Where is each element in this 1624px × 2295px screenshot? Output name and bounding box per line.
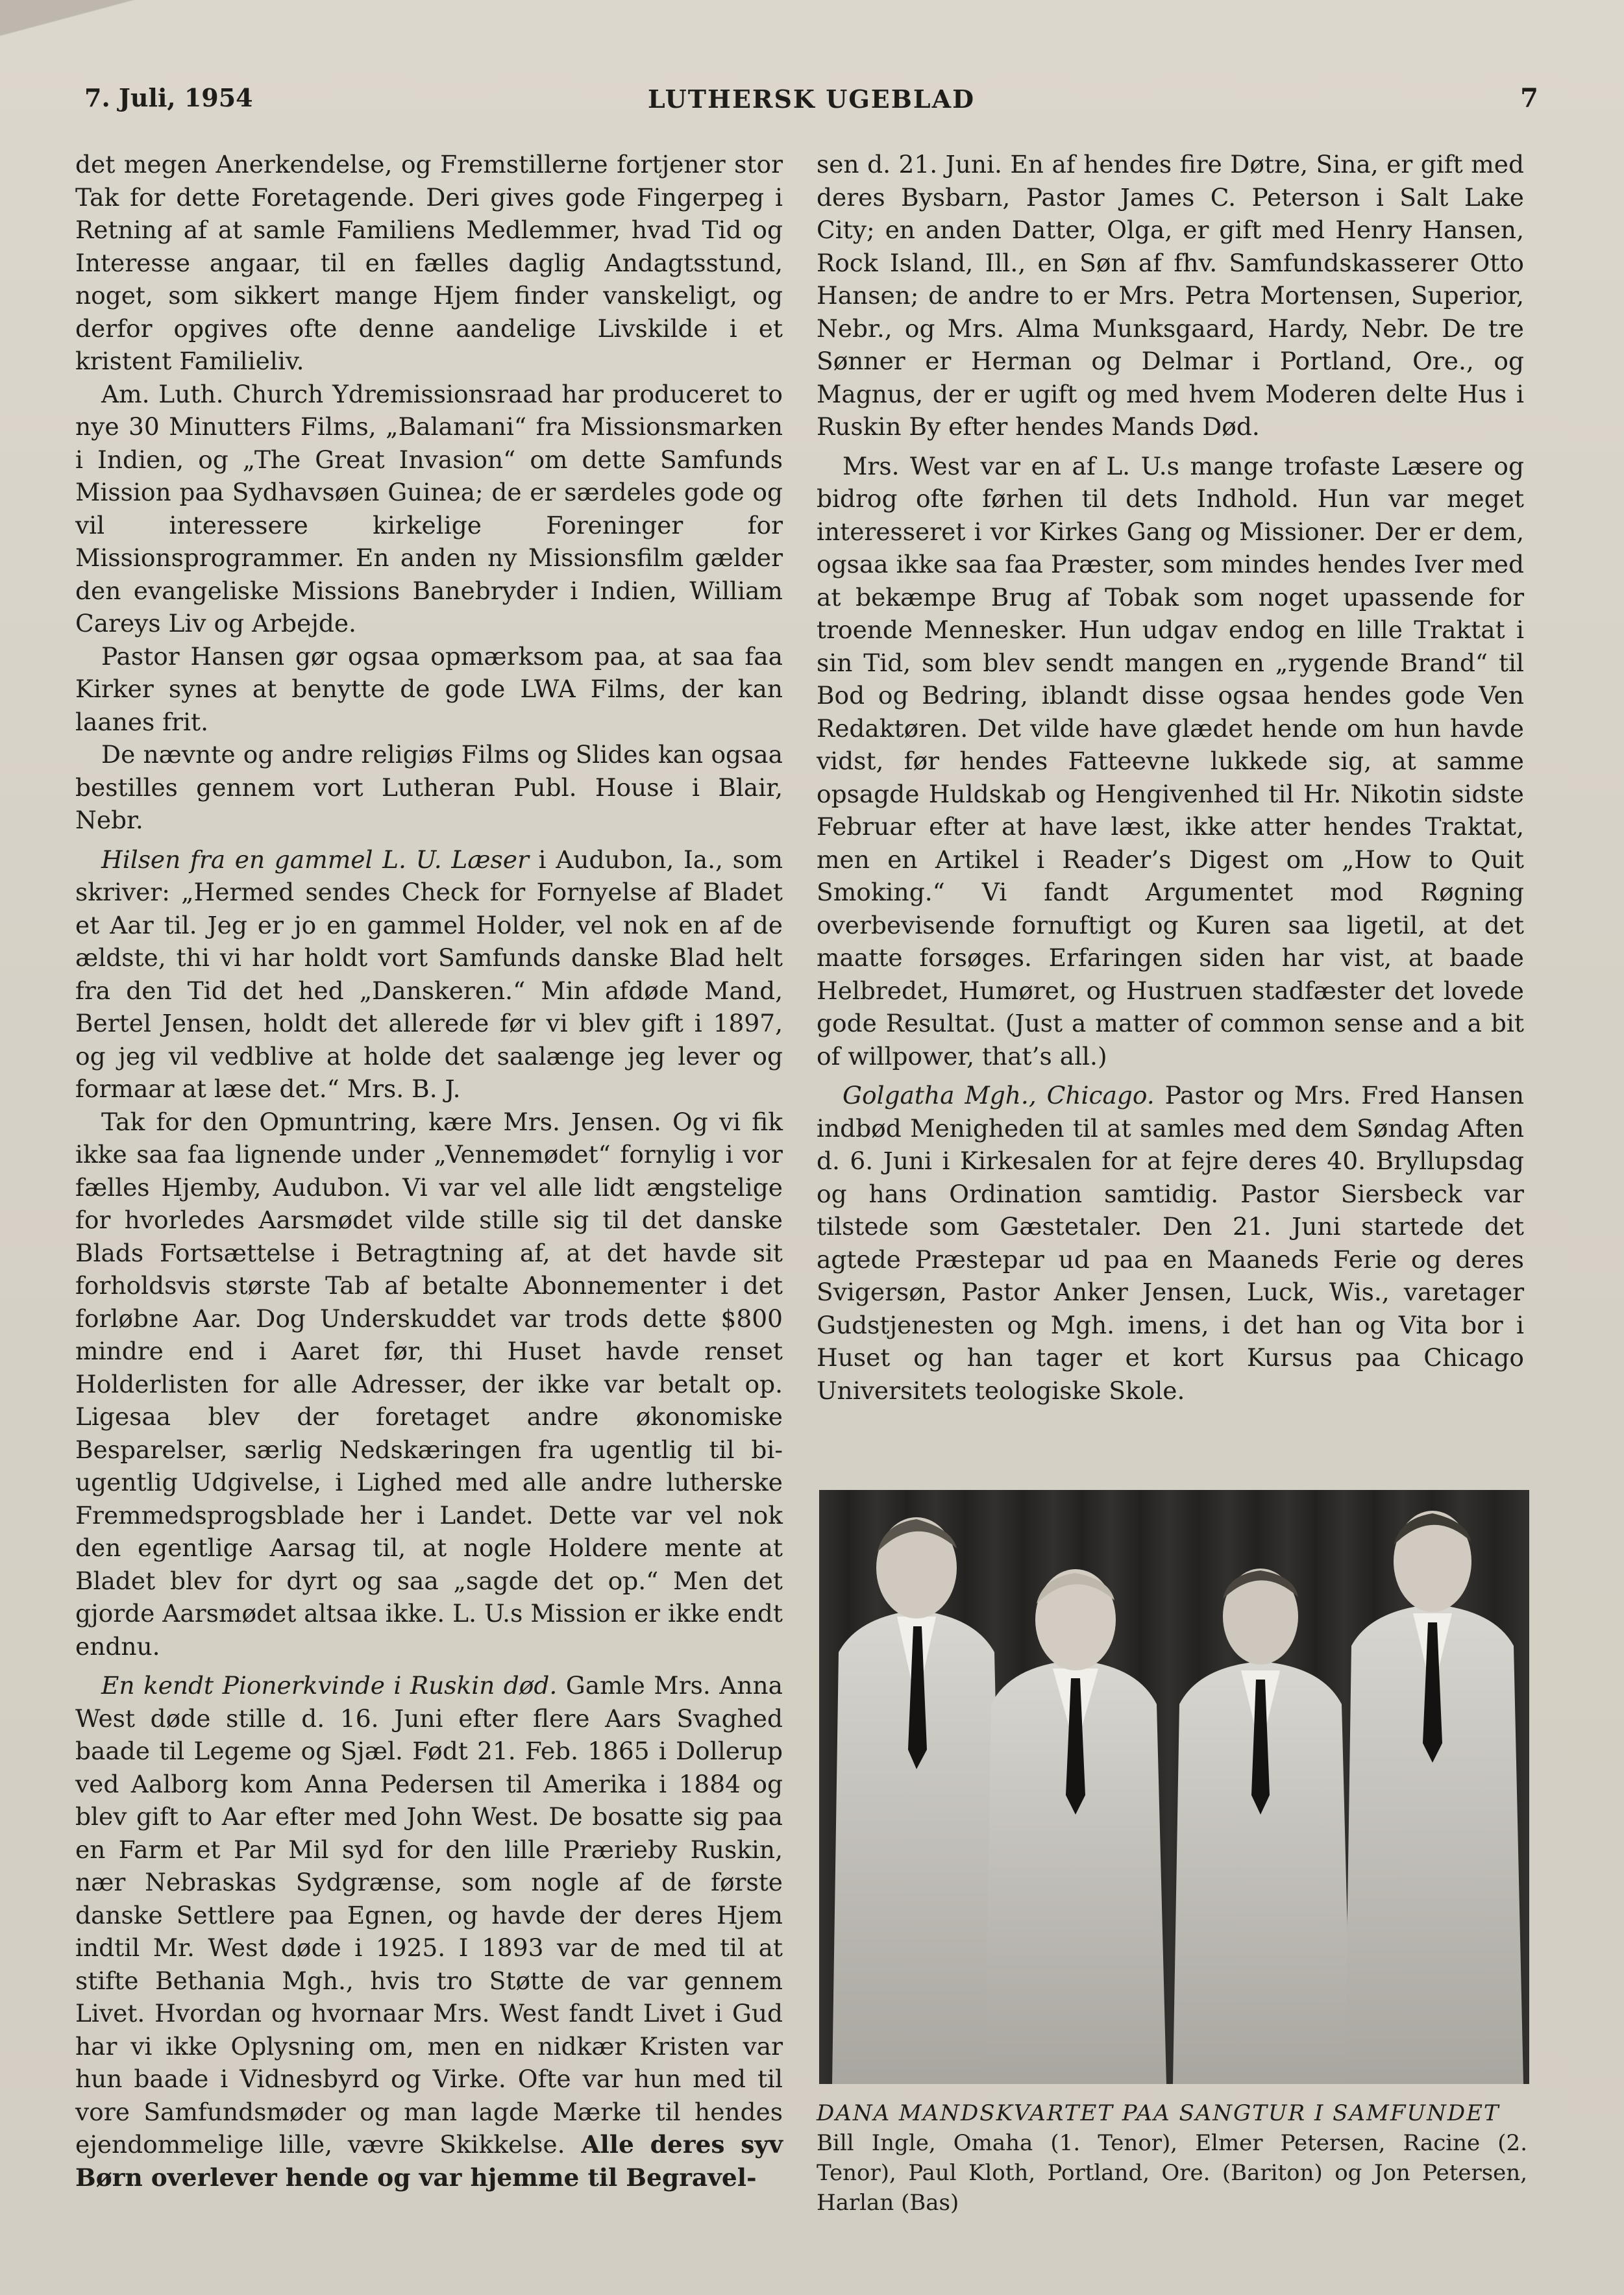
- right-column: [817, 148, 1524, 1407]
- left-column: [75, 148, 783, 2194]
- item-text: Gamle Mrs. Anna West døde stille d. 16. Juni efter flere Aars Svaghed baade til Legeme og Sjæl. Født 21. Feb. 1865 i Dollerup ved Aalborg kom Anna Pedersen til Amerika i 1884 og blev gift to Aar efter med John West. De bosatte sig paa en Farm et Par Mil syd for den lille Prærieby Ruskin, nær Nebraskas Sydgrænse, som nogle af de første danske Settlere paa Egnen, og havde der deres Hjem indtil Mr. West døde i 1925. I 1893 var de med til at stifte Bethania Mgh., hvis tro Støtte de var gennem Livet. Hvordan og hvornaar Mrs. West fandt Livet i Gud har vi ikke Oplysning om, men en nidkær Kristen var hun baade i Vidnesbyrd og Virke. Ofte var hun med til vore Samfundsmøder og man lagde Mærke til hendes ejendommelige lille, vævre Skikkelse.: [75, 1671, 783, 2159]
- caption-text: Bill Ingle, Omaha (1. Tenor), Elmer Petersen, Racine (2. Tenor), Paul Kloth, Portland, Ore. (Bariton) og Jon Petersen, Harlan (Bas): [817, 2130, 1527, 2216]
- article-paragraph: De nævnte og andre religiøs Films og Slides kan ogsaa bestilles gennem vort Lutheran Publ. House i Blair, Nebr.: [75, 740, 783, 834]
- publication-title: LUTHERSK UGEBLAD: [647, 84, 976, 114]
- photo-caption: [817, 2098, 1527, 2218]
- article-paragraph: [817, 1079, 1524, 1407]
- issue-date: 7. Juli, 1954: [84, 83, 253, 112]
- folded-corner: [0, 0, 221, 58]
- article-paragraph: Am. Luth. Church Ydremissionsraad har produceret to nye 30 Minutters Films, „Balamani“ fra Missionsmarken i Indien, og „The Great Invasion“ om dette Samfunds Mission paa Sydhavsøen Guinea; de er særdeles gode og vil interessere kirkelige Foreninger for Missionsprogrammer. En anden ny Missionsfilm gælder den evangeliske Missions Banebryder i Indien, William Careys Liv og Arbejde.: [75, 379, 783, 638]
- page-header: [84, 77, 1538, 122]
- article-paragraph: Mrs. West var en af L. U.s mange trofaste Læsere og bidrog ofte førhen til dets Indhold. Hun var meget interesseret i vor Kirkes Gang og Missioner. Der er dem, ogsaa ikke saa faa Præster, som mindes hendes Iver med at bekæmpe Brug af Tobak som noget upassende for troende Mennesker. Hun udgav endog en lille Traktat i sin Tid, som blev sendt mangen en „rygende Brand“ til Bod og Bedring, iblandt disse ogsaa hendes gode Ven Redaktøren. Det vilde have glædet hende om hun havde vidst, før hendes Fatteevne lukkede sig, at samme opsagde Huldskab og Hengivenhed til Hr. Nikotin sidste Februar efter at have læst, ikke atter hendes Traktat, men en Artikel i Reader’s Digest om „How to Quit Smoking.“ Vi fandt Argumentet mod Røgning overbevisende fornuftigt og Kuren saa ligetil, at det maatte forsøges. Erfaringen siden har vist, at baade Helbredet, Humøret, og Hustruen stadfæster det lovede gode Resultat. (Just a matter of common sense and a bit of willpower, that’s all.): [817, 451, 1524, 1071]
- item-heading: Golgatha Mgh., Chicago.: [843, 1081, 1155, 1110]
- article-paragraph: Pastor Hansen gør ogsaa opmærksom paa, at saa faa Kirker synes at benytte de gode LWA Films, der kan laanes frit.: [75, 641, 783, 736]
- item-text-bold: Alle deres syv Børn overlever hende og var hjemme til Begravel-: [75, 2130, 783, 2192]
- item-heading: En kendt Pionerkvinde i Ruskin død.: [101, 1671, 558, 1700]
- article-paragraph: sen d. 21. Juni. En af hendes fire Døtre, Sina, er gift med deres Bysbarn, Pastor James C. Peterson i Salt Lake City; en anden Datter, Olga, er gift med Henry Hansen, Rock Island, Ill., en Søn af fhv. Samfundskasserer Otto Hansen; de andre to er Mrs. Petra Mortensen, Superior, Nebr., og Mrs. Alma Munksgaard, Hardy, Nebr. De tre Sønner er Herman og Delmar i Portland, Ore., og Magnus, der er ugift og med hvem Moderen delte Hus i Ruskin By efter hendes Mands Død.: [817, 150, 1524, 441]
- article-paragraph: det megen Anerkendelse, og Fremstillerne fortjener stor Tak for dette Foretagende. Deri gives gode Fingerpeg i Retning af at samle Familiens Medlemmer, hvad Tid og Interesse angaar, til en fælles daglig Andagtsstund, noget, som sikkert mange Hjem finder vanskeligt, og derfor opgives ofte denne aandelige Livskilde i et kristent Familieliv.: [75, 150, 783, 375]
- article-paragraph: [75, 1669, 783, 2194]
- item-heading: Hilsen fra en gammel L. U. Læser: [101, 845, 529, 874]
- quartet-photo-illustration: [819, 1490, 1529, 2084]
- item-text: i Audubon, Ia., som skriver: „Hermed sendes Check for Fornyelse af Bladet et Aar til. Jeg er jo en gammel Holder, vel nok en af de ældste, thi vi har holdt vort Samfunds danske Blad helt fra den Tid det hed „Danskeren.“ Min afdøde Mand, Bertel Jensen, holdt det allerede før vi blev gift i 1897, og jeg vil vedblive at holde det saalænge jeg lever og formaar at læse det.“ Mrs. B. J.: [75, 845, 783, 1103]
- article-paragraph: [75, 843, 783, 1106]
- article-paragraph: Tak for den Opmuntring, kære Mrs. Jensen. Og vi fik ikke saa faa lignende under „Vennemødet“ fornylig i vor fælles Hjemby, Audubon. Vi var vel alle lidt ængstelige for hvorledes Aarsmødet vilde stille sig til det danske Blads Fortsættelse i Betragtning af, at det havde sit forholdsvis største Tab af betalte Abonnementer i det forløbne Aar. Dog Underskuddet var trods dette $800 mindre end i Aaret før, thi Huset havde renset Holderlisten for alle Adresser, der ikke var betalt op. Ligesaa blev der foretaget andre økonomiske Besparelser, særlig Nedskæringen fra ugentlig til bi-ugentlig Udgivelse, i Lighed med alle andre lutherske Fremmedsprogsblade her i Landet. Dette var vel nok den egentlige Aarsag til, at nogle Holdere mente at Bladet blev for dyrt og saa „sagde det op.“ Men det gjorde Aarsmødet altsaa ikke. L. U.s Mission er ikke endt endnu.: [75, 1107, 783, 1661]
- item-text: Pastor og Mrs. Fred Hansen indbød Menigheden til at samles med dem Søndag Aften d. 6. Juni i Kirkesalen for at fejre deres 40. Bryllupsdag og hans Ordination samtidig. Pastor Siersbeck var tilstede som Gæstetaler. Den 21. Juni startede det agtede Præstepar ud paa en Maaneds Ferie og deres Svigersøn, Pastor Anker Jensen, Luck, Wis., varetager Gudstjenesten og Mgh. imens, i det han og Vita bor i Huset og han tager et kort Kursus paa Chicago Universitets teologiske Skole.: [817, 1081, 1524, 1405]
- page-number: 7: [1520, 83, 1538, 114]
- caption-title: DANA MANDSKVARTET PAA SANGTUR I SAMFUNDET: [817, 2100, 1500, 2126]
- quartet-photo: [819, 1490, 1529, 2084]
